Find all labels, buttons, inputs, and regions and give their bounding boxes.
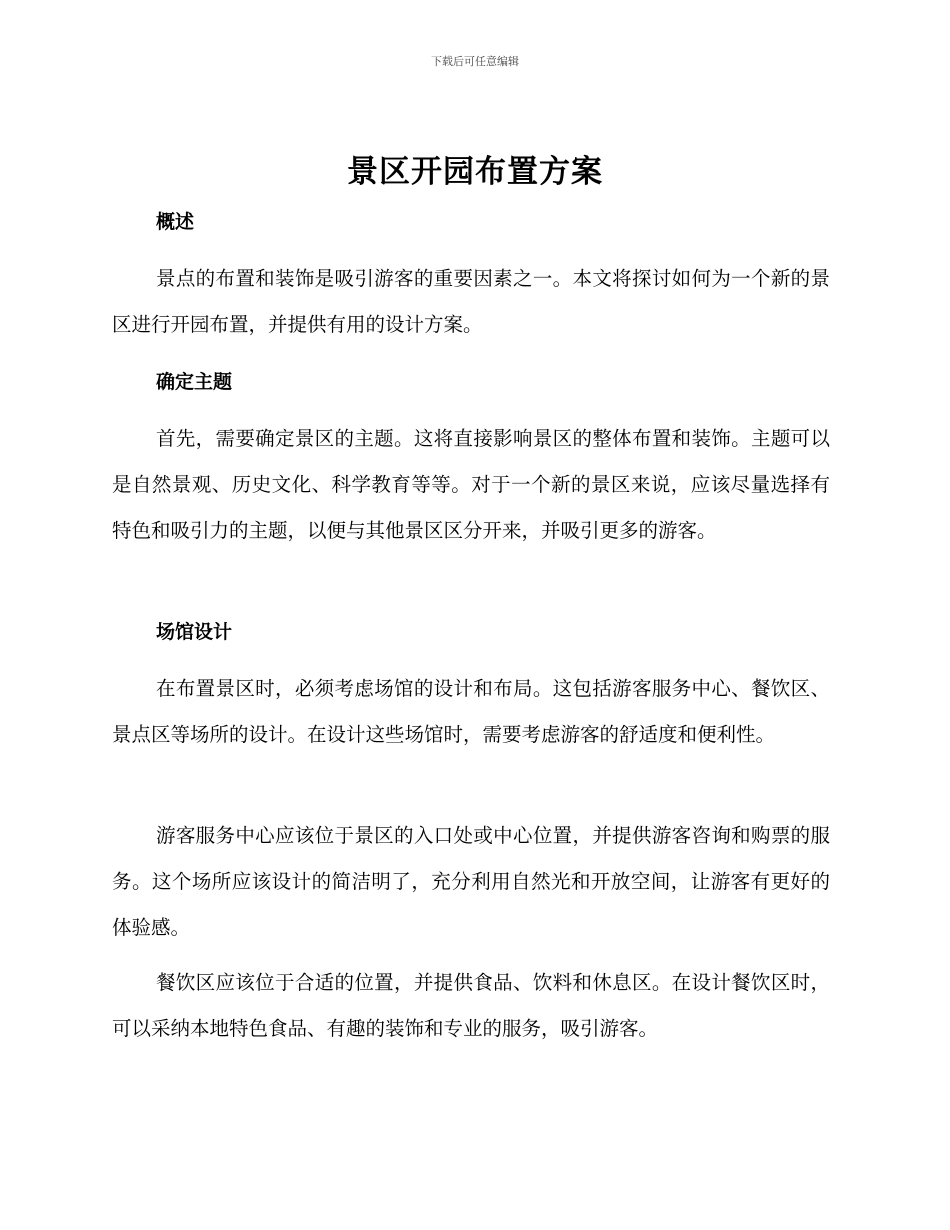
section-heading-theme: 确定主题: [156, 371, 233, 393]
section-heading-venue-design: 场馆设计: [156, 621, 233, 643]
section-heading-overview: 概述: [156, 211, 195, 233]
paragraph-theme: 首先，需要确定景区的主题。这将直接影响景区的整体布置和装饰。主题可以是自然景观、历史文化、科学教育等等。对于一个新的景区来说，应该尽量选择有特色和吸引力的主题，以便与其他景区区分开来，并吸引更多的游客。: [112, 427, 830, 542]
paragraph-venue-design: 在布置景区时，必须考虑场馆的设计和布局。这包括游客服务中心、餐饮区、景点区等场所的设计。在设计这些场馆时，需要考虑游客的舒适度和便利性。: [112, 677, 830, 746]
page-header-note: 下载后可任意编辑: [431, 55, 519, 68]
paragraph-visitor-center: 游客服务中心应该位于景区的入口处或中心位置，并提供游客咨询和购票的服务。这个场所应该设计的简洁明了，充分利用自然光和开放空间，让游客有更好的体验感。: [112, 824, 830, 939]
document-title: 景区开园布置方案: [347, 154, 603, 190]
paragraph-overview: 景点的布置和装饰是吸引游客的重要因素之一。本文将探讨如何为一个新的景区进行开园布置，并提供有用的设计方案。: [112, 267, 830, 336]
paragraph-dining-area: 餐饮区应该位于合适的位置，并提供食品、饮料和休息区。在设计餐饮区时，可以采纳本地特色食品、有趣的装饰和专业的服务，吸引游客。: [112, 971, 830, 1040]
